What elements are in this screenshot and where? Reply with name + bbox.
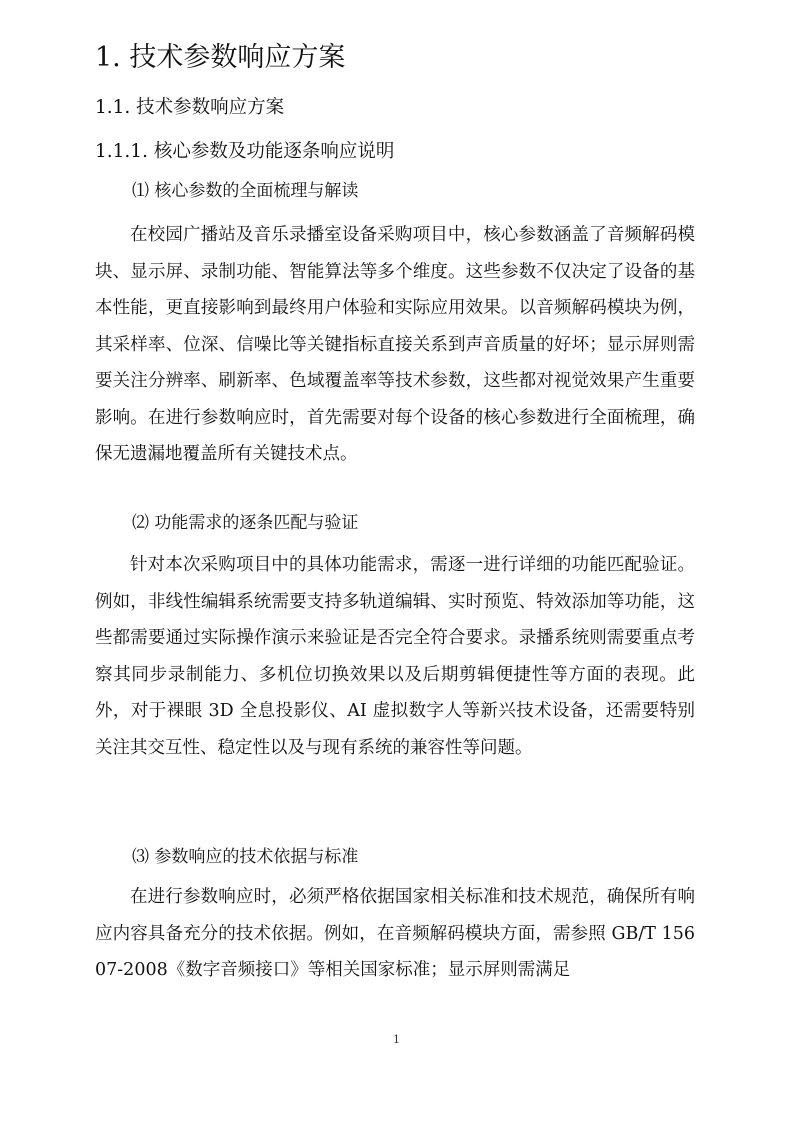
section-3-paragraph: 在进行参数响应时，必须严格依据国家相关标准和技术规范，确保所有响应内容具备充分的技术依据。例如，在音频解码模块方面，需参照 GB/T 15607-2008《数字音频接口》等相关国家标准；显示屏则需满足 xyxy=(95,887,695,980)
page-number: 1 xyxy=(393,1033,400,1046)
section-1-title: ⑴ 核心参数的全面梳理与解读 xyxy=(132,181,359,201)
heading-level-1: 1. 技术参数响应方案 xyxy=(95,42,346,73)
section-2-title: ⑵ 功能需求的逐条匹配与验证 xyxy=(132,513,359,533)
section-3-title: ⑶ 参数响应的技术依据与标准 xyxy=(132,847,359,867)
section-1-paragraph: 在校园广播站及音乐录播室设备采购项目中，核心参数涵盖了音频解码模块、显示屏、录制功能、智能算法等多个维度。这些参数不仅决定了设备的基本性能，更直接影响到最终用户体验和实际应用效果。以音频解码模块为例，其采样率、位深、信噪比等关键指标直接关系到声音质量的好坏；显示屏则需要关注分辨率、刷新率、色域覆盖率等技术参数，这些都对视觉效果产生重要影响。在进行参数响应时，首先需要对每个设备的核心参数进行全面梳理，确保无遗漏地覆盖所有关键技术点。 xyxy=(95,225,695,464)
heading-level-2: 1.1. 技术参数响应方案 xyxy=(95,97,285,118)
heading-level-3: 1.1.1. 核心参数及功能逐条响应说明 xyxy=(95,141,395,162)
section-2-paragraph: 针对本次采购项目中的具体功能需求，需逐一进行详细的功能匹配验证。例如，非线性编辑系统需要支持多轨道编辑、实时预览、特效添加等功能，这些都需要通过实际操作演示来验证是否完全符合要求。录播系统则需要重点考察其同步录制能力、多机位切换效果以及后期剪辑便捷性等方面的表现。此外，对于裸眼 3D 全息投影仪、AI 虚拟数字人等新兴技术设备，还需要特别关注其交互性、稳定性以及与现有系统的兼容性等问题。 xyxy=(95,555,695,758)
